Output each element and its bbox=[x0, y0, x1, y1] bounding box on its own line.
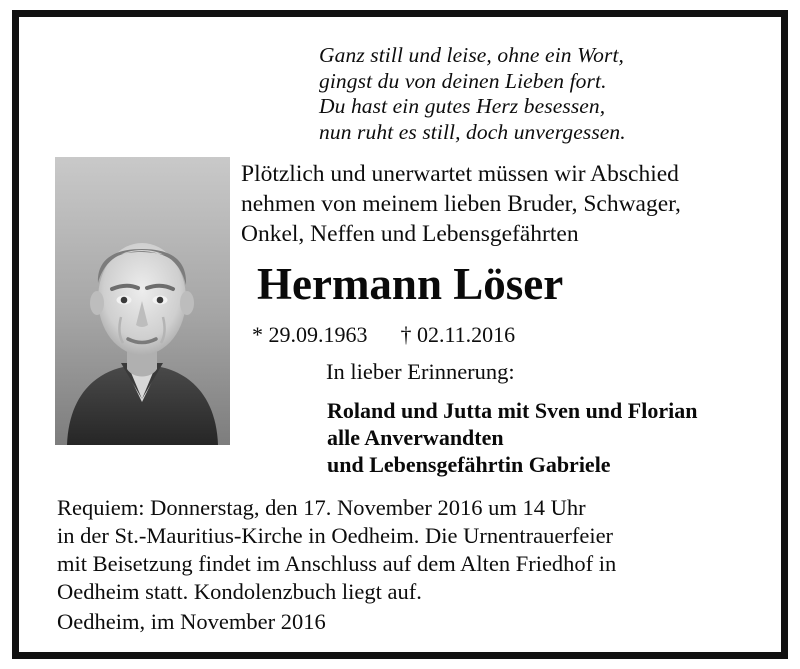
portrait-photo-image bbox=[55, 157, 230, 445]
memory-heading: In lieber Erinnerung: bbox=[326, 359, 515, 384]
death-date: 02.11.2016 bbox=[417, 322, 516, 347]
survivor-line-1: Roland und Jutta mit Sven und Florian bbox=[327, 398, 698, 423]
obituary-card bbox=[12, 10, 788, 659]
obituary-content bbox=[19, 17, 781, 652]
service-line-1: Requiem: Donnerstag, den 17. November 2016 um 14 Uhr bbox=[57, 495, 586, 520]
survivors-block bbox=[327, 397, 697, 478]
poem-line-4: nun ruht es still, doch unvergessen. bbox=[319, 119, 626, 144]
survivor-line-2: alle Anverwandten bbox=[327, 425, 504, 450]
poem-line-1: Ganz still und leise, ohne ein Wort, bbox=[319, 43, 624, 67]
intro-line-3: Onkel, Neffen und Lebensgefährten bbox=[241, 221, 579, 247]
place-and-date: Oedheim, im November 2016 bbox=[57, 609, 326, 634]
intro-paragraph bbox=[241, 159, 781, 249]
birth-symbol: * bbox=[252, 322, 263, 347]
poem-block bbox=[319, 43, 749, 145]
service-line-2: in der St.-Mauritius-Kirche in Oedheim. Die Urnentrauerfeier bbox=[57, 523, 614, 548]
intro-line-1: Plötzlich und unerwartet müssen wir Abschied bbox=[241, 161, 679, 187]
service-line-3: mit Beisetzung findet im Anschluss auf dem Alten Friedhof in bbox=[57, 551, 617, 576]
service-line-4: Oedheim statt. Kondolenzbuch liegt auf. bbox=[57, 579, 422, 604]
deceased-name: Hermann Löser bbox=[257, 259, 564, 309]
birth-date: 29.09.1963 bbox=[268, 322, 368, 347]
poem-line-2: gingst du von deinen Lieben fort. bbox=[319, 68, 607, 93]
survivor-line-3: und Lebensgefährtin Gabriele bbox=[327, 452, 611, 477]
intro-line-2: nehmen von meinem lieben Bruder, Schwager, bbox=[241, 191, 681, 217]
life-dates bbox=[252, 322, 515, 348]
death-symbol: † bbox=[400, 322, 412, 347]
poem-line-3: Du hast ein gutes Herz besessen, bbox=[319, 94, 606, 118]
service-details bbox=[57, 494, 757, 606]
portrait-photo bbox=[55, 157, 230, 445]
